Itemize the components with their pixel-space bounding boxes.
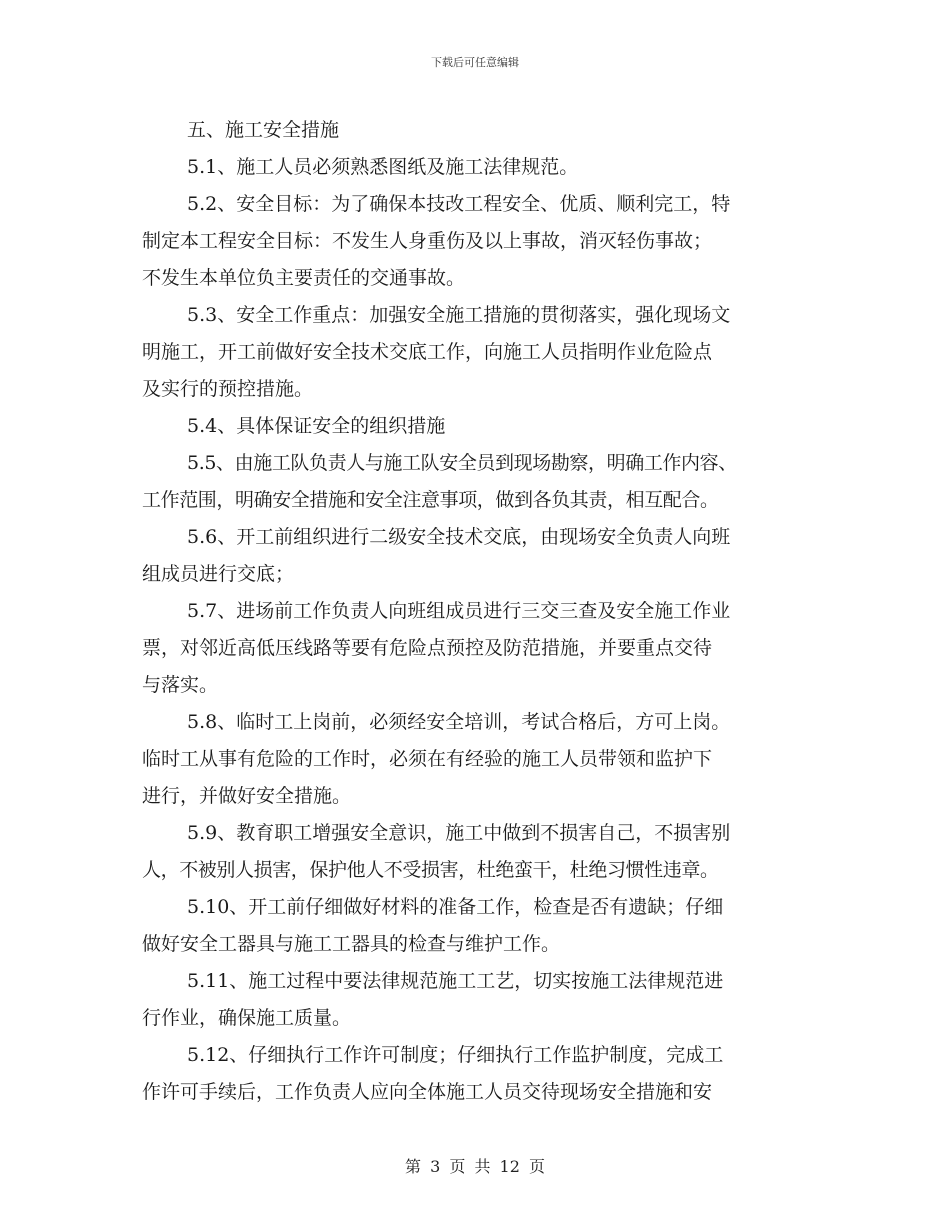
page-number: 第 3 页 共 12 页 bbox=[405, 1157, 545, 1176]
paragraph-line: 5.9、教育职工增强安全意识，施工中做到不损害自己，不损害别 bbox=[187, 822, 731, 844]
paragraph-line: 工作范围，明确安全措施和安全注意事项，做到各负其责，相互配合。 bbox=[142, 489, 719, 511]
paragraph-line: 做好安全工器具与施工工器具的检查与维护工作。 bbox=[142, 933, 561, 955]
paragraph-line: 不发生本单位负主要责任的交通事故。 bbox=[142, 267, 466, 289]
page-header-note: 下载后可任意编辑 bbox=[431, 56, 519, 69]
paragraph-line: 5.11、施工过程中要法律规范施工工艺，切实按施工法律规范进 bbox=[187, 970, 724, 992]
paragraph-line: 临时工从事有危险的工作时，必须在有经验的施工人员带领和监护下 bbox=[142, 748, 713, 770]
paragraph-line: 5.4、具体保证安全的组织措施 bbox=[187, 415, 446, 437]
paragraph-line: 及实行的预控措施。 bbox=[142, 378, 314, 400]
paragraph-line: 制定本工程安全目标：不发生人身重伤及以上事故，消灭轻伤事故； bbox=[142, 230, 713, 252]
paragraph-line: 明施工，开工前做好安全技术交底工作，向施工人员指明作业危险点 bbox=[142, 341, 713, 363]
paragraph-line: 5.2、安全目标：为了确保本技改工程安全、优质、顺利完工，特 bbox=[187, 193, 731, 215]
paragraph-line: 作许可手续后，工作负责人应向全体施工人员交待现场安全措施和安 bbox=[142, 1081, 713, 1103]
paragraph-line: 5.6、开工前组织进行二级安全技术交底，由现场安全负责人向班 bbox=[187, 526, 731, 548]
paragraph-line: 与落实。 bbox=[142, 674, 219, 696]
paragraph-line: 5.3、安全工作重点：加强安全施工措施的贯彻落实，强化现场文 bbox=[187, 304, 731, 326]
paragraph-line: 票，对邻近高低压线路等要有危险点预控及防范措施，并要重点交待 bbox=[142, 637, 713, 659]
paragraph-line: 5.8、临时工上岗前，必须经安全培训，考试合格后，方可上岗。 bbox=[187, 711, 731, 733]
paragraph-line: 行作业，确保施工质量。 bbox=[142, 1007, 352, 1029]
paragraph-line: 人，不被别人损害，保护他人不受损害，杜绝蛮干，杜绝习惯性违章。 bbox=[142, 859, 719, 881]
paragraph-line: 组成员进行交底； bbox=[142, 563, 295, 585]
section-heading: 五、施工安全措施 bbox=[187, 119, 340, 141]
paragraph-line: 进行，并做好安全措施。 bbox=[142, 785, 352, 807]
paragraph-line: 5.1、施工人员必须熟悉图纸及施工法律规范。 bbox=[187, 156, 579, 178]
paragraph-line: 5.5、由施工队负责人与施工队安全员到现场勘察，明确工作内容、 bbox=[187, 452, 737, 474]
document-body bbox=[142, 112, 814, 1111]
paragraph-line: 5.12、仔细执行工作许可制度；仔细执行工作监护制度，完成工 bbox=[187, 1044, 724, 1066]
paragraph-line: 5.10、开工前仔细做好材料的准备工作，检查是否有遗缺；仔细 bbox=[187, 896, 724, 918]
paragraph-line: 5.7、进场前工作负责人向班组成员进行三交三查及安全施工作业 bbox=[187, 600, 731, 622]
